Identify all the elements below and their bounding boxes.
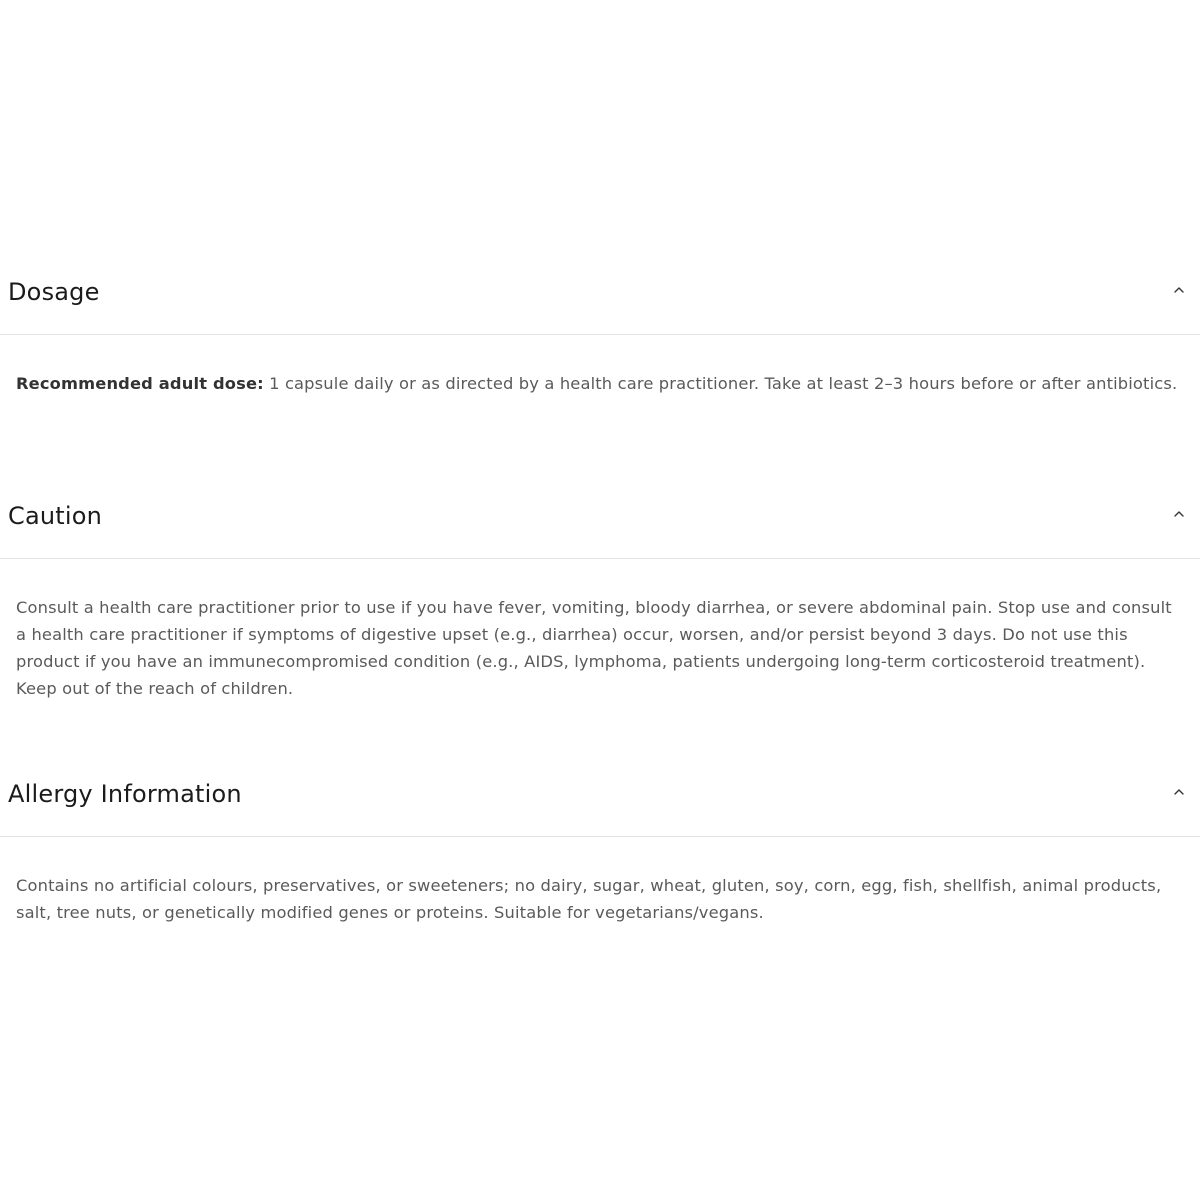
allergy-section-header[interactable] (0, 752, 1200, 837)
chevron-up-icon[interactable] (1172, 283, 1186, 297)
chevron-up-icon[interactable] (1172, 507, 1186, 521)
allergy-section (0, 752, 1200, 926)
dosage-text (16, 370, 1184, 397)
caution-section-body (0, 559, 1200, 752)
dosage-section-header[interactable] (0, 250, 1200, 335)
chevron-up-icon[interactable] (1172, 785, 1186, 799)
product-info-accordion (0, 250, 1200, 926)
allergy-section-title: Allergy Information (8, 780, 242, 808)
caution-section-header[interactable] (0, 474, 1200, 559)
caution-section (0, 474, 1200, 752)
allergy-text: Contains no artificial colours, preservatives, or sweeteners; no dairy, sugar, wheat, gluten, soy, corn, egg, fish, shellfish, animal products, salt, tree nuts, or genetically modified genes or proteins. Suitable for vegetarians/vegans. (16, 876, 1162, 922)
dosage-section-title: Dosage (8, 278, 100, 306)
dosage-section-body (0, 335, 1200, 474)
caution-text: Consult a health care practitioner prior to use if you have fever, vomiting, bloody diarrhea, or severe abdominal pain. Stop use and consult a health care practitioner if symptoms of digestive upset (e.g., diarrhea) occur, worsen, and/or persist beyond 3 days. Do not use this product if you have an immunecompromised condition (e.g., AIDS, lymphoma, patients undergoing long-term corticosteroid treatment). Keep out of the reach of children. (16, 598, 1172, 698)
dosage-label: Recommended adult dose: (16, 374, 264, 393)
dosage-instructions: 1 capsule daily or as directed by a health care practitioner. Take at least 2–3 hours before or after antibiotics. (263, 374, 1178, 393)
dosage-section (0, 250, 1200, 474)
caution-section-title: Caution (8, 502, 103, 530)
allergy-section-body (0, 837, 1200, 926)
